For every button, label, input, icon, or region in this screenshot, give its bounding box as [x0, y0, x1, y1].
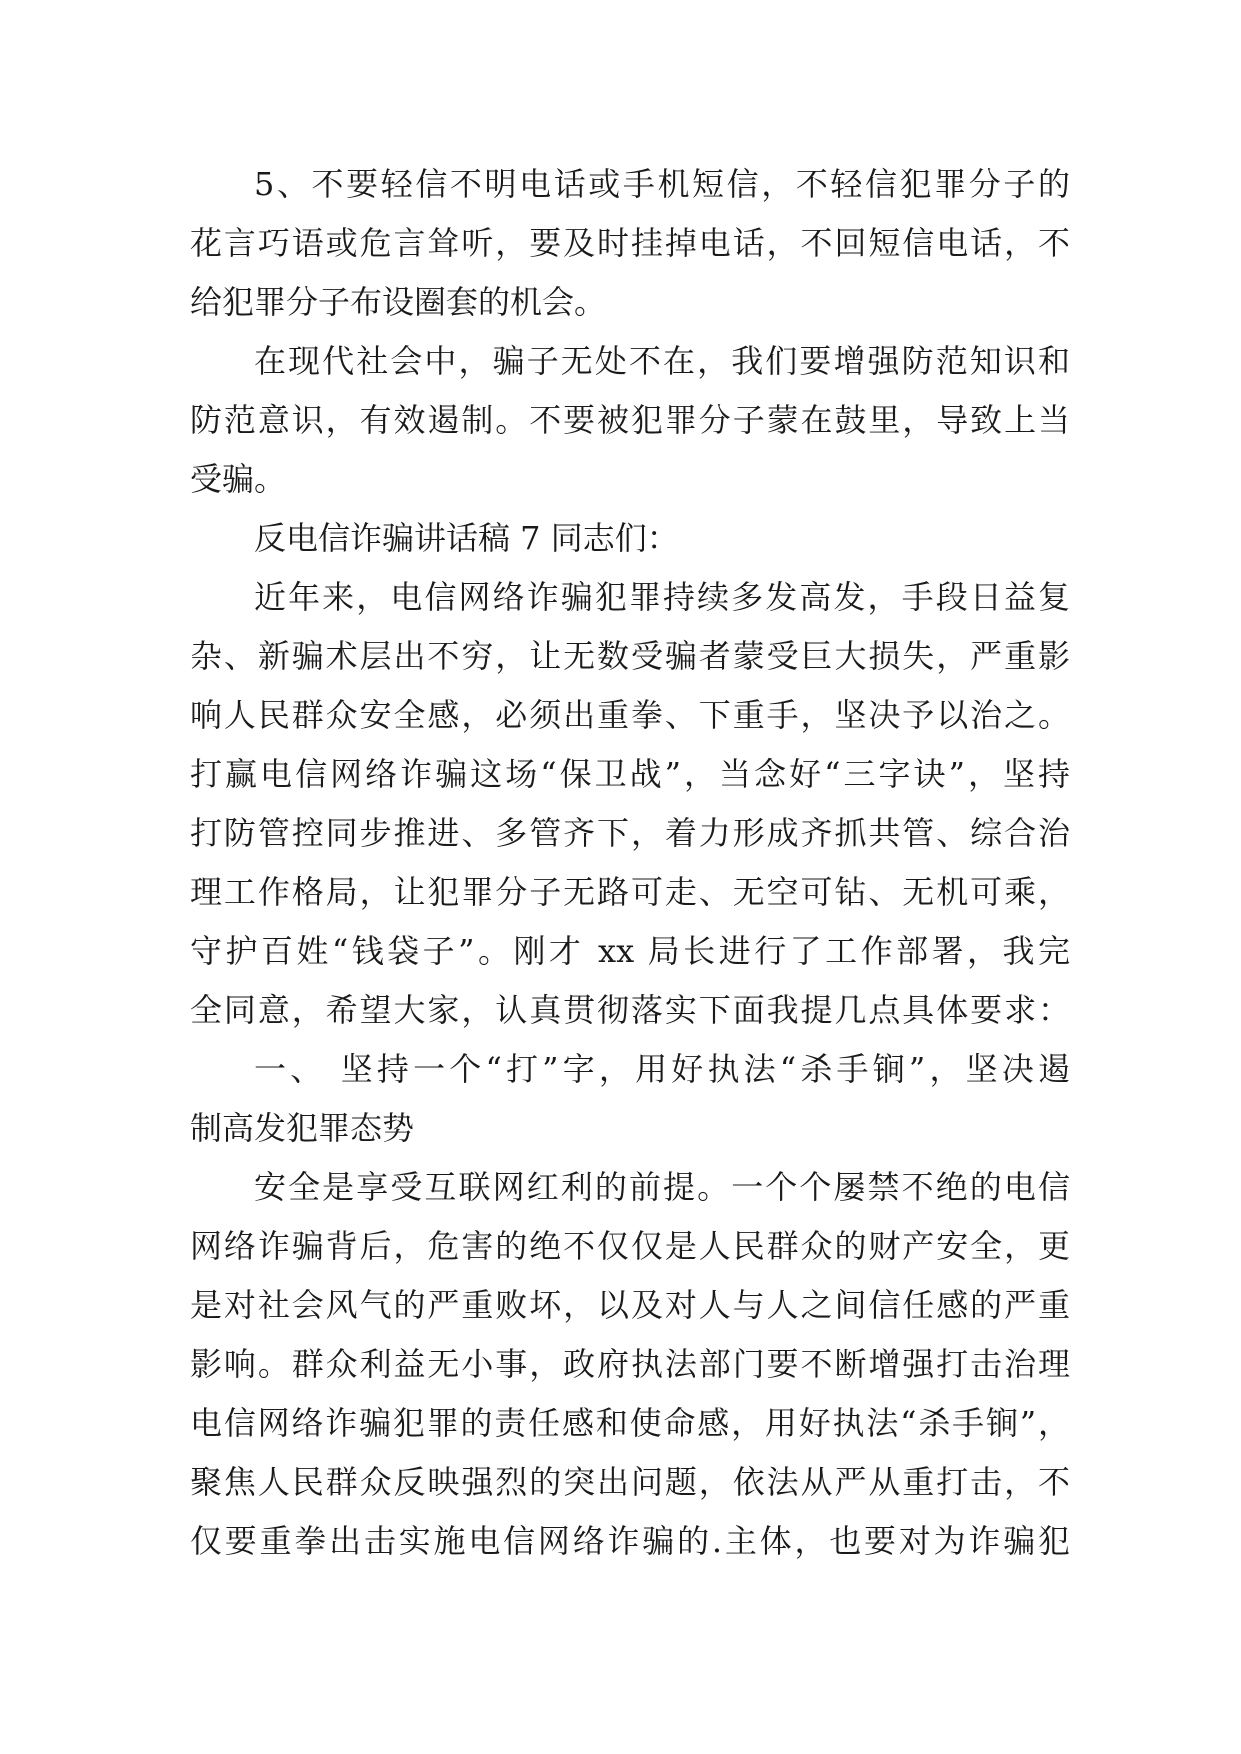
text-line: 近年来，电信网络诈骗犯罪持续多发高发，手段日益复	[254, 578, 1070, 616]
text-line: 聚焦人民群众反映强烈的突出问题，依法从严从重打击，不	[190, 1463, 1070, 1501]
text-line: 全同意，希望大家，认真贯彻落实下面我提几点具体要求：	[190, 991, 1070, 1029]
text-line: 受骗。	[190, 460, 287, 498]
text-line: 打赢电信网络诈骗这场“保卫战”，当念好“三字诀”，坚持	[190, 755, 1070, 793]
text-line: 响人民群众安全感，必须出重拳、下重手，坚决予以治之。	[190, 696, 1070, 734]
text-line: 理工作格局，让犯罪分子无路可走、无空可钻、无机可乘，	[190, 873, 1070, 911]
text-line: 影响。群众利益无小事，政府执法部门要不断增强打击治理	[190, 1345, 1070, 1383]
text-line: 杂、新骗术层出不穷，让无数受骗者蒙受巨大损失，严重影	[190, 637, 1070, 675]
text-line: 在现代社会中，骗子无处不在，我们要增强防范知识和	[254, 342, 1070, 380]
text-line: 守护百姓“钱袋子”。刚才 xx 局长进行了工作部署，我完	[190, 932, 1070, 970]
text-line: 电信网络诈骗犯罪的责任感和使命感，用好执法“杀手锏”，	[190, 1404, 1070, 1442]
text-line: 安全是享受互联网红利的前提。一个个屡禁不绝的电信	[254, 1168, 1070, 1206]
text-line: 网络诈骗背后，危害的绝不仅仅是人民群众的财产安全，更	[190, 1227, 1070, 1265]
document-body	[190, 155, 1070, 1571]
numbered-heading-continuation: 制高发犯罪态势	[190, 1109, 415, 1147]
section-heading: 反电信诈骗讲话稿 7 同志们：	[254, 519, 679, 557]
text-line: 防范意识，有效遏制。不要被犯罪分子蒙在鼓里，导致上当	[190, 401, 1070, 439]
text-line: 是对社会风气的严重败坏，以及对人与人之间信任感的严重	[190, 1286, 1070, 1324]
text-line: 打防管控同步推进、多管齐下，着力形成齐抓共管、综合治	[190, 814, 1070, 852]
text-line: 仅要重拳出击实施电信网络诈骗的.主体，也要对为诈骗犯	[190, 1522, 1070, 1560]
text-line: 花言巧语或危言耸听，要及时挂掉电话，不回短信电话，不	[190, 224, 1070, 262]
text-line: 5、不要轻信不明电话或手机短信，不轻信犯罪分子的	[254, 165, 1070, 203]
text-line: 给犯罪分子布设圈套的机会。	[190, 283, 607, 321]
numbered-heading: 一、 坚持一个“打”字，用好执法“杀手锏”，坚决遏	[254, 1050, 1070, 1088]
